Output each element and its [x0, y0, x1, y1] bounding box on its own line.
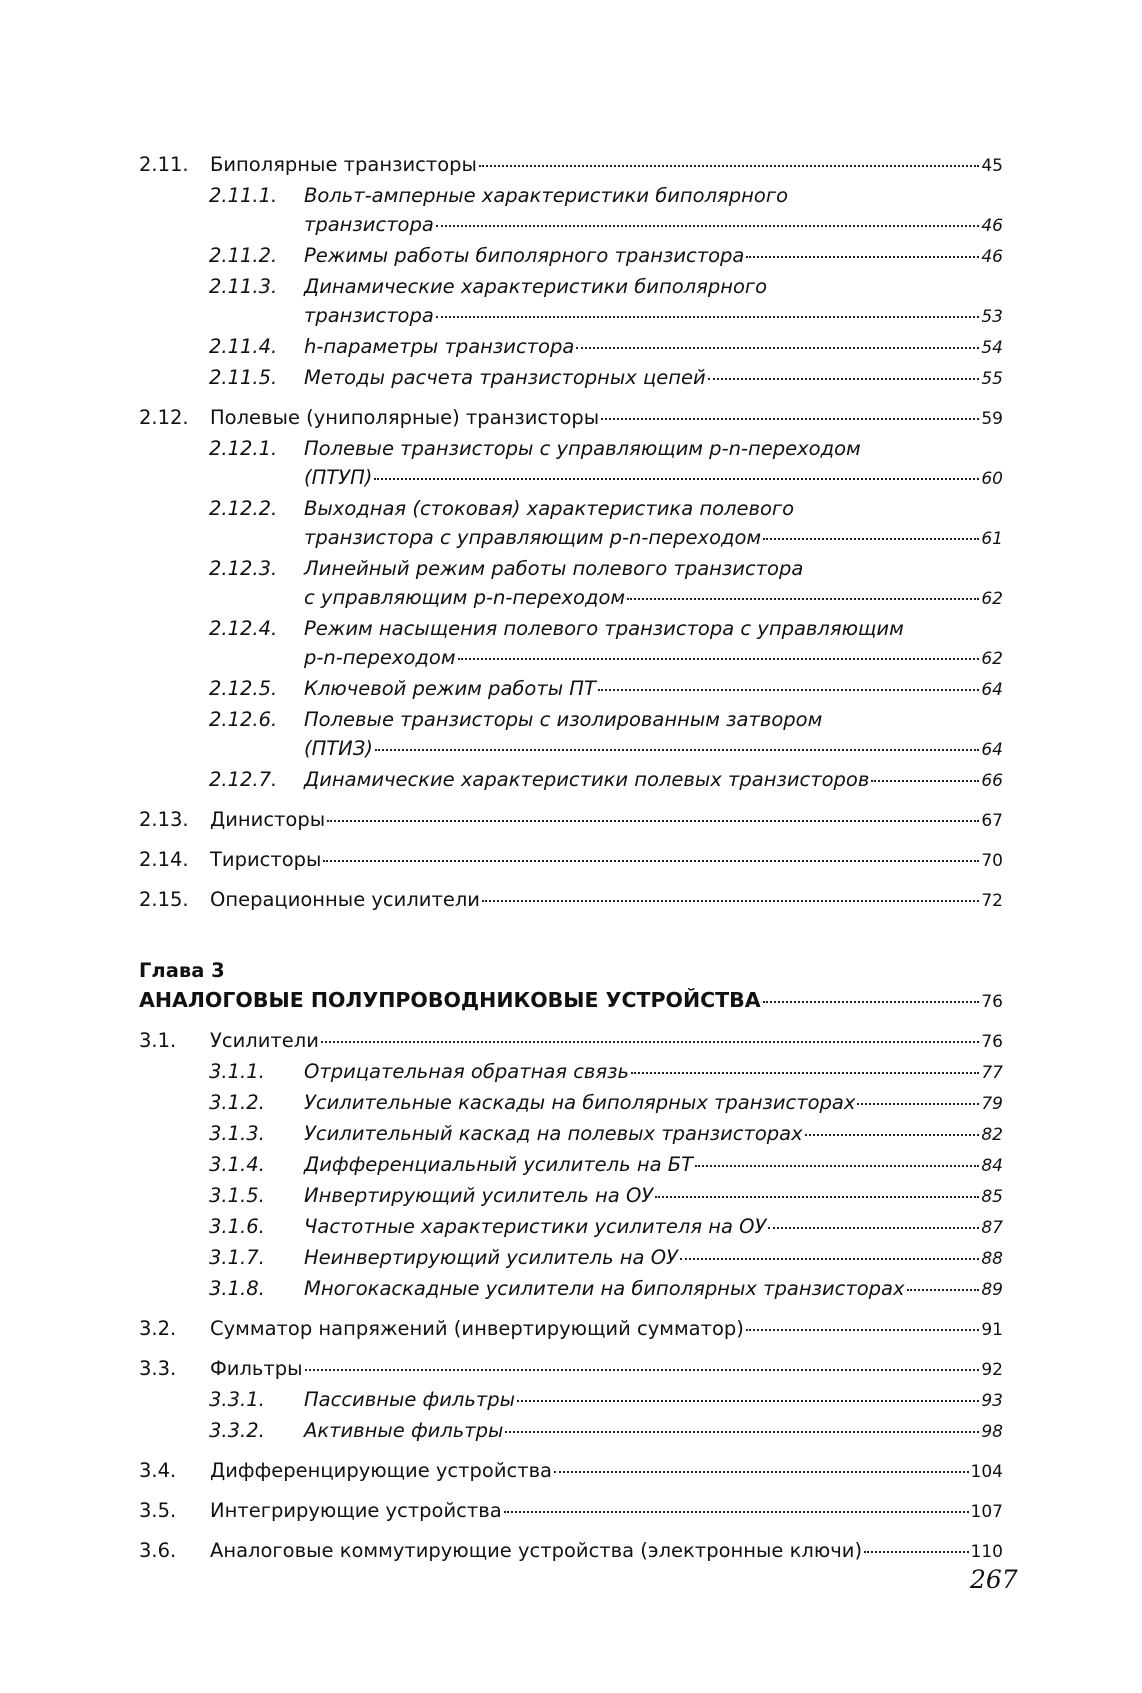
- subsection-title-group: [304, 434, 1003, 463]
- page-ref: 45: [981, 156, 1003, 176]
- subsection-title: Методы расчета транзисторных цепей: [304, 366, 706, 389]
- toc-subentry-continued[interactable]: [139, 463, 1003, 494]
- section-title: Фильтры: [210, 1357, 303, 1380]
- section-number: 3.1.: [139, 1029, 177, 1052]
- subsection-title-group: [304, 1385, 1003, 1416]
- dot-leader: [708, 378, 980, 380]
- page-ref: 61: [981, 529, 1003, 549]
- subsection-title: Усилительные каскады на биполярных транзисторах: [304, 1091, 856, 1114]
- subsection-title-group: [304, 1274, 1003, 1305]
- dot-leader: [627, 598, 979, 600]
- section-title-group: [210, 150, 1003, 181]
- subsection-title: Ключевой режим работы ПТ: [304, 677, 596, 700]
- subsection-title-group: [304, 765, 1003, 796]
- page-ref: 76: [981, 992, 1003, 1012]
- dot-leader: [768, 1227, 979, 1229]
- section-number: 2.11.: [139, 153, 189, 176]
- subsection-title: (ПТУП): [304, 466, 373, 489]
- subsection-title-group: [304, 494, 1003, 523]
- toc-entry[interactable]: [139, 1496, 1003, 1527]
- page-ref: 46: [981, 216, 1003, 236]
- page-ref: 85: [981, 1187, 1003, 1207]
- page-ref: 46: [981, 247, 1003, 267]
- subsection-number: 2.12.4.: [209, 617, 278, 640]
- dot-leader: [305, 1369, 980, 1371]
- subsection-title: Режимы работы биполярного транзистора: [304, 244, 745, 267]
- toc-entry[interactable]: [139, 403, 1003, 434]
- chapter-title: АНАЛОГОВЫЕ ПОЛУПРОВОДНИКОВЫЕ УСТРОЙСТВА: [139, 988, 761, 1012]
- section-number: 3.5.: [139, 1499, 177, 1522]
- toc-subentry[interactable]: [139, 674, 1003, 705]
- subsection-number: 2.12.2.: [209, 497, 278, 520]
- section-title: Полевые (униполярные) транзисторы: [210, 406, 600, 429]
- subsection-title-group: [304, 272, 1003, 301]
- dot-leader: [482, 900, 979, 902]
- section-title-group: [210, 1456, 1003, 1487]
- subsection-title-group: [304, 554, 1003, 583]
- toc-subentry[interactable]: [139, 494, 1003, 523]
- toc-subentry[interactable]: [139, 241, 1003, 272]
- page-ref: 77: [981, 1063, 1003, 1083]
- chapter-title-group: [139, 986, 1003, 1017]
- page-ref: 92: [981, 1360, 1003, 1380]
- subsection-number: 2.12.3.: [209, 557, 278, 580]
- section-title: Тиристоры: [210, 848, 322, 871]
- subsection-title-group: [304, 1119, 1003, 1150]
- toc-subentry[interactable]: [139, 1088, 1003, 1119]
- subsection-title: Полевые транзисторы с изолированным затвором: [304, 708, 823, 731]
- subsection-title: Полевые транзисторы с управляющим p-n-переходом: [304, 437, 861, 460]
- subsection-number: 2.12.7.: [209, 768, 278, 791]
- section-title-group: [210, 885, 1003, 916]
- toc-entry[interactable]: [139, 1536, 1003, 1567]
- section-number: 2.12.: [139, 406, 189, 429]
- subsection-title: транзистора: [304, 213, 434, 236]
- dot-leader: [479, 165, 979, 167]
- toc-entry[interactable]: [139, 1456, 1003, 1487]
- subsection-number: 3.1.6.: [209, 1215, 265, 1238]
- page-ref: 107: [970, 1502, 1003, 1522]
- section-title-group: [210, 1496, 1003, 1527]
- page-ref: 60: [981, 469, 1003, 489]
- section-title: Аналоговые коммутирующие устройства (электронные ключи): [210, 1539, 863, 1562]
- dot-leader: [746, 1329, 979, 1331]
- dot-leader: [576, 347, 979, 349]
- subsection-title-group: [304, 1243, 1003, 1274]
- page-ref: 59: [981, 409, 1003, 429]
- subsection-title-group: [304, 463, 1003, 494]
- subsection-title: Вольт-амперные характеристики биполярного: [304, 184, 788, 207]
- toc-entry[interactable]: [139, 1026, 1003, 1057]
- toc-subentry-continued[interactable]: [139, 210, 1003, 241]
- chapter-label: Глава 3: [139, 959, 225, 982]
- dot-leader: [504, 1511, 969, 1513]
- page-ref: 87: [981, 1218, 1003, 1238]
- subsection-title-group: [304, 1150, 1003, 1181]
- toc-subentry[interactable]: [139, 1243, 1003, 1274]
- toc-subentry-continued[interactable]: [139, 734, 1003, 765]
- toc-entry[interactable]: [139, 885, 1003, 916]
- toc-subentry[interactable]: [139, 434, 1003, 463]
- dot-leader: [517, 1400, 979, 1402]
- toc-subentry[interactable]: [139, 1150, 1003, 1181]
- subsection-number: 2.12.1.: [209, 437, 278, 460]
- toc-subentry[interactable]: [139, 1212, 1003, 1243]
- toc-subentry[interactable]: [139, 181, 1003, 210]
- toc-subentry[interactable]: [139, 1119, 1003, 1150]
- dot-leader: [864, 1551, 968, 1553]
- subsection-title-group: [304, 1212, 1003, 1243]
- subsection-title: Неинвертирующий усилитель на ОУ: [304, 1246, 678, 1269]
- toc-subentry-continued[interactable]: [139, 301, 1003, 332]
- toc-subentry[interactable]: [139, 1385, 1003, 1416]
- subsection-title: транзистора: [304, 304, 434, 327]
- section-title-group: [210, 1314, 1003, 1345]
- dot-leader: [763, 1001, 980, 1003]
- dot-leader: [805, 1134, 980, 1136]
- page-ref: 89: [981, 1280, 1003, 1300]
- subsection-title: Выходная (стоковая) характеристика полевого: [304, 497, 795, 520]
- subsection-number: 3.3.1.: [209, 1388, 265, 1411]
- subsection-title-group: [304, 1088, 1003, 1119]
- section-title-group: [210, 403, 1003, 434]
- subsection-number: 2.11.3.: [209, 275, 278, 298]
- subsection-title: h-параметры транзистора: [304, 335, 575, 358]
- toc-subentry[interactable]: [139, 1057, 1003, 1088]
- subsection-number: 3.1.7.: [209, 1246, 265, 1269]
- subsection-title-group: [304, 1416, 1003, 1447]
- toc-entry[interactable]: [139, 805, 1003, 836]
- section-number: 3.2.: [139, 1317, 177, 1340]
- subsection-title-group: [304, 210, 1003, 241]
- page-ref: 70: [981, 851, 1003, 871]
- toc-subentry-continued[interactable]: [139, 583, 1003, 614]
- toc-subentry[interactable]: [139, 272, 1003, 301]
- dot-leader: [655, 1196, 979, 1198]
- subsection-title-group: [304, 1057, 1003, 1088]
- dot-leader: [554, 1471, 969, 1473]
- toc-subentry[interactable]: [139, 1181, 1003, 1212]
- section-number: 2.13.: [139, 808, 189, 831]
- subsection-title: Инвертирующий усилитель на ОУ: [304, 1184, 654, 1207]
- page-ref: 64: [981, 740, 1003, 760]
- dot-leader: [323, 860, 979, 862]
- toc-subentry[interactable]: [139, 332, 1003, 363]
- subsection-title-group: [304, 181, 1003, 210]
- subsection-title-group: [304, 301, 1003, 332]
- section-title: Интегрирующие устройства: [210, 1499, 502, 1522]
- subsection-title-group: [304, 734, 1003, 765]
- subsection-title: Динамические характеристики полевых транзисторов: [304, 768, 870, 791]
- toc-subentry[interactable]: [139, 765, 1003, 796]
- subsection-number: 3.1.4.: [209, 1153, 265, 1176]
- page-ref: 53: [981, 307, 1003, 327]
- page-ref: 55: [981, 369, 1003, 389]
- subsection-number: 3.3.2.: [209, 1419, 265, 1442]
- subsection-number: 2.12.6.: [209, 708, 278, 731]
- subsection-number: 2.11.2.: [209, 244, 278, 267]
- table-of-contents: [139, 150, 1003, 1567]
- dot-leader: [374, 478, 979, 480]
- page-ref: 67: [981, 811, 1003, 831]
- subsection-number: 2.11.5.: [209, 366, 278, 389]
- dot-leader: [436, 316, 980, 318]
- dot-leader: [763, 538, 979, 540]
- subsection-number: 3.1.5.: [209, 1184, 265, 1207]
- subsection-title: Многокаскадные усилители на биполярных транзисторах: [304, 1277, 905, 1300]
- subsection-number: 2.12.5.: [209, 677, 278, 700]
- subsection-title: Частотные характеристики усилителя на ОУ: [304, 1215, 767, 1238]
- subsection-title-group: [304, 1181, 1003, 1212]
- page-ref: 79: [981, 1094, 1003, 1114]
- subsection-title: Пассивные фильтры: [304, 1388, 515, 1411]
- dot-leader: [857, 1103, 979, 1105]
- subsection-number: 3.1.8.: [209, 1277, 265, 1300]
- subsection-title-group: [304, 674, 1003, 705]
- subsection-number: 3.1.1.: [209, 1060, 265, 1083]
- section-title-group: [210, 1536, 1003, 1567]
- page-ref: 84: [981, 1156, 1003, 1176]
- page-ref: 98: [981, 1422, 1003, 1442]
- subsection-title: Динамические характеристики биполярного: [304, 275, 768, 298]
- section-title: Дифференцирующие устройства: [210, 1459, 553, 1482]
- page-ref: 54: [981, 338, 1003, 358]
- chapter-entry[interactable]: [139, 986, 1003, 1017]
- toc-entry[interactable]: [139, 1314, 1003, 1345]
- toc-entry[interactable]: [139, 150, 1003, 181]
- section-number: 3.3.: [139, 1357, 177, 1380]
- dot-leader: [321, 1041, 979, 1043]
- section-number: 2.15.: [139, 888, 189, 911]
- dot-leader: [907, 1289, 980, 1291]
- section-title: Сумматор напряжений (инвертирующий сумматор): [210, 1317, 744, 1340]
- subsection-title: Усилительный каскад на полевых транзисторах: [304, 1122, 803, 1145]
- dot-leader: [695, 1165, 979, 1167]
- subsection-title: Режим насыщения полевого транзистора с управляющим: [304, 617, 904, 640]
- page-ref: 66: [981, 771, 1003, 791]
- page-ref: 110: [970, 1542, 1003, 1562]
- subsection-title: транзистора с управляющим p-n-переходом: [304, 526, 762, 549]
- dot-leader: [598, 689, 979, 691]
- dot-leader: [631, 1072, 979, 1074]
- page-ref: 62: [981, 589, 1003, 609]
- section-title: Операционные усилители: [210, 888, 480, 911]
- dot-leader: [505, 1431, 979, 1433]
- page-ref: 62: [981, 649, 1003, 669]
- toc-entry[interactable]: [139, 845, 1003, 876]
- toc-subentry[interactable]: [139, 1416, 1003, 1447]
- toc-subentry[interactable]: [139, 1274, 1003, 1305]
- toc-subentry[interactable]: [139, 363, 1003, 394]
- section-title-group: [210, 805, 1003, 836]
- page-ref: 82: [981, 1125, 1003, 1145]
- toc-subentry-continued[interactable]: [139, 643, 1003, 674]
- dot-leader: [601, 418, 979, 420]
- page-ref: 104: [970, 1462, 1003, 1482]
- subsection-title: p-n-переходом: [304, 646, 456, 669]
- subsection-title-group: [304, 583, 1003, 614]
- section-title: Усилители: [210, 1029, 319, 1052]
- section-title: Динисторы: [210, 808, 326, 831]
- dot-leader: [680, 1258, 979, 1260]
- subsection-title: Линейный режим работы полевого транзистора: [304, 557, 804, 580]
- subsection-title-group: [304, 643, 1003, 674]
- page-ref: 76: [981, 1032, 1003, 1052]
- subsection-number: 2.11.4.: [209, 335, 278, 358]
- subsection-title-group: [304, 332, 1003, 363]
- subsection-number: 3.1.3.: [209, 1122, 265, 1145]
- page-ref: 72: [981, 891, 1003, 911]
- dot-leader: [458, 658, 980, 660]
- chapter-heading: [139, 956, 1003, 1017]
- subsection-title: (ПТИЗ): [304, 737, 373, 760]
- subsection-title: с управляющим p-n-переходом: [304, 586, 626, 609]
- section-title-group: [210, 1026, 1003, 1057]
- subsection-title: Дифференциальный усилитель на БТ: [304, 1153, 694, 1176]
- subsection-number: 3.1.2.: [209, 1091, 265, 1114]
- toc-subentry[interactable]: [139, 705, 1003, 734]
- section-title-group: [210, 845, 1003, 876]
- section-title-group: [210, 1354, 1003, 1385]
- subsection-title-group: [304, 523, 1003, 554]
- toc-entry[interactable]: [139, 1354, 1003, 1385]
- page-ref: 64: [981, 680, 1003, 700]
- dot-leader: [327, 820, 979, 822]
- toc-subentry[interactable]: [139, 614, 1003, 643]
- dot-leader: [871, 780, 979, 782]
- subsection-title-group: [304, 363, 1003, 394]
- subsection-number: 2.11.1.: [209, 184, 278, 207]
- dot-leader: [375, 749, 979, 751]
- toc-subentry-continued[interactable]: [139, 523, 1003, 554]
- page-ref: 88: [981, 1249, 1003, 1269]
- page-number: 267: [970, 1565, 1018, 1594]
- subsection-title: Активные фильтры: [304, 1419, 504, 1442]
- toc-subentry[interactable]: [139, 554, 1003, 583]
- subsection-title: Отрицательная обратная связь: [304, 1060, 629, 1083]
- section-number: 3.4.: [139, 1459, 177, 1482]
- page-ref: 91: [981, 1320, 1003, 1340]
- subsection-title-group: [304, 241, 1003, 272]
- section-number: 3.6.: [139, 1539, 177, 1562]
- section-number: 2.14.: [139, 848, 189, 871]
- dot-leader: [436, 225, 980, 227]
- dot-leader: [746, 256, 979, 258]
- subsection-title-group: [304, 614, 1003, 643]
- section-title: Биполярные транзисторы: [210, 153, 477, 176]
- page-ref: 93: [981, 1391, 1003, 1411]
- subsection-title-group: [304, 705, 1003, 734]
